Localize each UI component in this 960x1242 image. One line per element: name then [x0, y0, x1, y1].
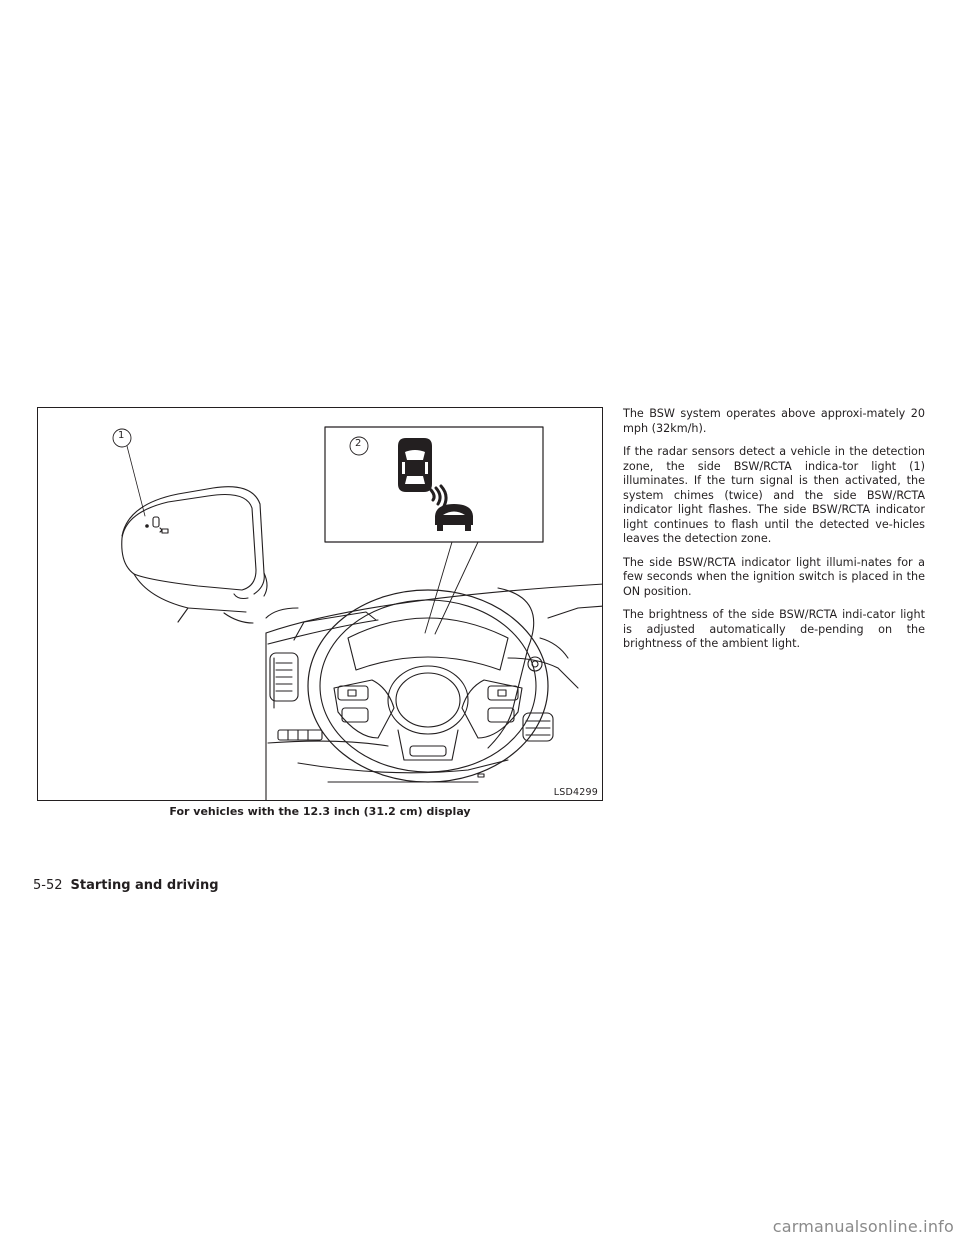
dashboard: [266, 584, 603, 801]
steering-wheel: [308, 590, 548, 782]
bsw-indicator-illustration: [38, 408, 603, 801]
illustration-figure: [37, 407, 603, 801]
paragraph-detection: If the radar sensors detect a vehicle in the detection zone, the side BSW/RCTA indica-tor light (1) illuminates. If the turn signal is then activated, the system chimes (twice) and the side BSW/RCTA indicator light flashes. The side BSW/RCTA indicator light continues to flash until the detected ve-hicles leaves the detection zone.: [623, 445, 925, 545]
page-footer: [33, 878, 219, 893]
callout-1: [113, 429, 145, 516]
paragraph-ignition: The side BSW/RCTA indicator light illumi-nates for a few seconds when the ignition switch is placed in the ON position.: [623, 555, 925, 598]
callout-2-label: 2: [355, 438, 362, 449]
callout-2-box: [325, 427, 543, 634]
side-mirror: [122, 487, 267, 623]
paragraph-brightness: The brightness of the side BSW/RCTA indi-cator light is adjusted automatically de-pending on the brightness of the ambient light.: [623, 608, 925, 650]
callout-1-label: 1: [118, 430, 125, 441]
figure-code: LSD4299: [553, 787, 598, 798]
body-text-column: [623, 407, 925, 661]
rcta-car-icon: [435, 504, 473, 531]
section-title: Starting and driving: [70, 878, 219, 893]
figure-caption: For vehicles with the 12.3 inch (31.2 cm) display: [169, 805, 471, 818]
page-number: 5-52: [33, 878, 63, 893]
paragraph-operating-speed: The BSW system operates above approxi-mately 20 mph (32km/h).: [623, 407, 925, 435]
radar-waves-icon: [431, 486, 446, 508]
watermark: carmanualsonline.info: [772, 1217, 954, 1236]
